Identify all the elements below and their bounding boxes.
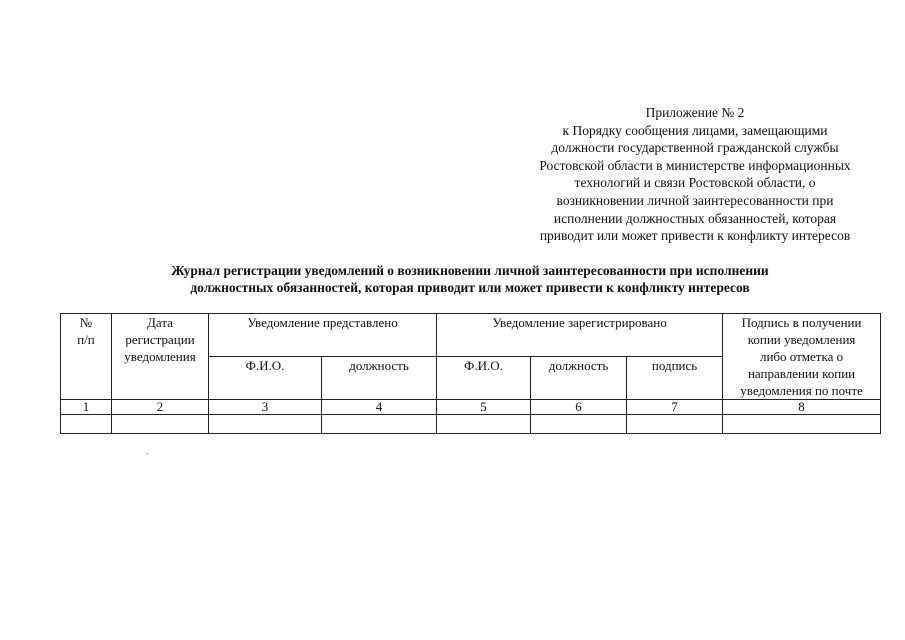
header-receipt-line: уведомления по почте: [740, 383, 863, 398]
column-numbers-row: [61, 400, 881, 415]
appendix-line: Ростовской области в министерстве информационных: [539, 157, 851, 173]
journal-title: [60, 262, 880, 296]
table-header-row-1: [61, 314, 881, 357]
appendix-title: Приложение № 2: [645, 105, 745, 120]
empty-cell: [723, 415, 881, 434]
empty-cell: [112, 415, 209, 434]
appendix-header: [470, 104, 905, 245]
empty-cell: [627, 415, 723, 434]
column-number-cell: 4: [322, 400, 437, 415]
appendix-line: к Порядку сообщения лицами, замещающими: [562, 122, 828, 138]
column-number-cell: 6: [531, 400, 627, 415]
column-number-cell: 5: [437, 400, 531, 415]
journal-table: [60, 313, 881, 434]
header-position-registered: должность: [531, 357, 627, 400]
appendix-line: исполнении должностных обязанностей, которая: [553, 210, 837, 226]
header-receipt-cell: [723, 314, 881, 400]
header-date-line: Дата: [147, 315, 173, 330]
header-number-line: №: [79, 315, 93, 330]
header-receipt-line: либо отметка о: [759, 349, 844, 364]
empty-cell: [322, 415, 437, 434]
empty-cell: [209, 415, 322, 434]
header-number-cell: [61, 314, 112, 400]
header-receipt-line: копии уведомления: [747, 332, 856, 347]
header-group-presented: Уведомление представлено: [209, 314, 437, 357]
table-row: [61, 415, 881, 434]
header-receipt-line: Подпись в получении: [741, 315, 862, 330]
appendix-line: должности государственной гражданской службы: [551, 140, 839, 156]
empty-cell: [61, 415, 112, 434]
appendix-line: возникновении личной заинтересованности при: [556, 192, 834, 208]
empty-cell: [531, 415, 627, 434]
column-number-cell: 3: [209, 400, 322, 415]
header-signature-registered: подпись: [627, 357, 723, 400]
header-number-line: п/п: [77, 332, 95, 347]
header-fio-registered: Ф.И.О.: [437, 357, 531, 400]
header-date-line: регистрации: [125, 332, 195, 347]
header-group-registered: Уведомление зарегистрировано: [437, 314, 723, 357]
journal-title-line: Журнал регистрации уведомлений о возникновении личной заинтересованности при исполнении: [171, 263, 769, 278]
appendix-line: приводит или может привести к конфликту интересов: [539, 228, 851, 244]
column-number-cell: 7: [627, 400, 723, 415]
column-number-cell: 8: [723, 400, 881, 415]
header-receipt-line: направлении копии: [747, 366, 856, 381]
header-date-line: уведомления: [124, 349, 196, 364]
header-position-presented: должность: [322, 357, 437, 400]
header-fio-presented: Ф.И.О.: [209, 357, 322, 400]
empty-cell: [437, 415, 531, 434]
scan-speck: [147, 453, 148, 454]
appendix-line: технологий и связи Ростовской области, о: [574, 175, 816, 191]
column-number-cell: 2: [112, 400, 209, 415]
journal-title-line: должностных обязанностей, которая приводит или может привести к конфликту интересов: [190, 280, 750, 295]
column-number-cell: 1: [61, 400, 112, 415]
header-date-cell: [112, 314, 209, 400]
